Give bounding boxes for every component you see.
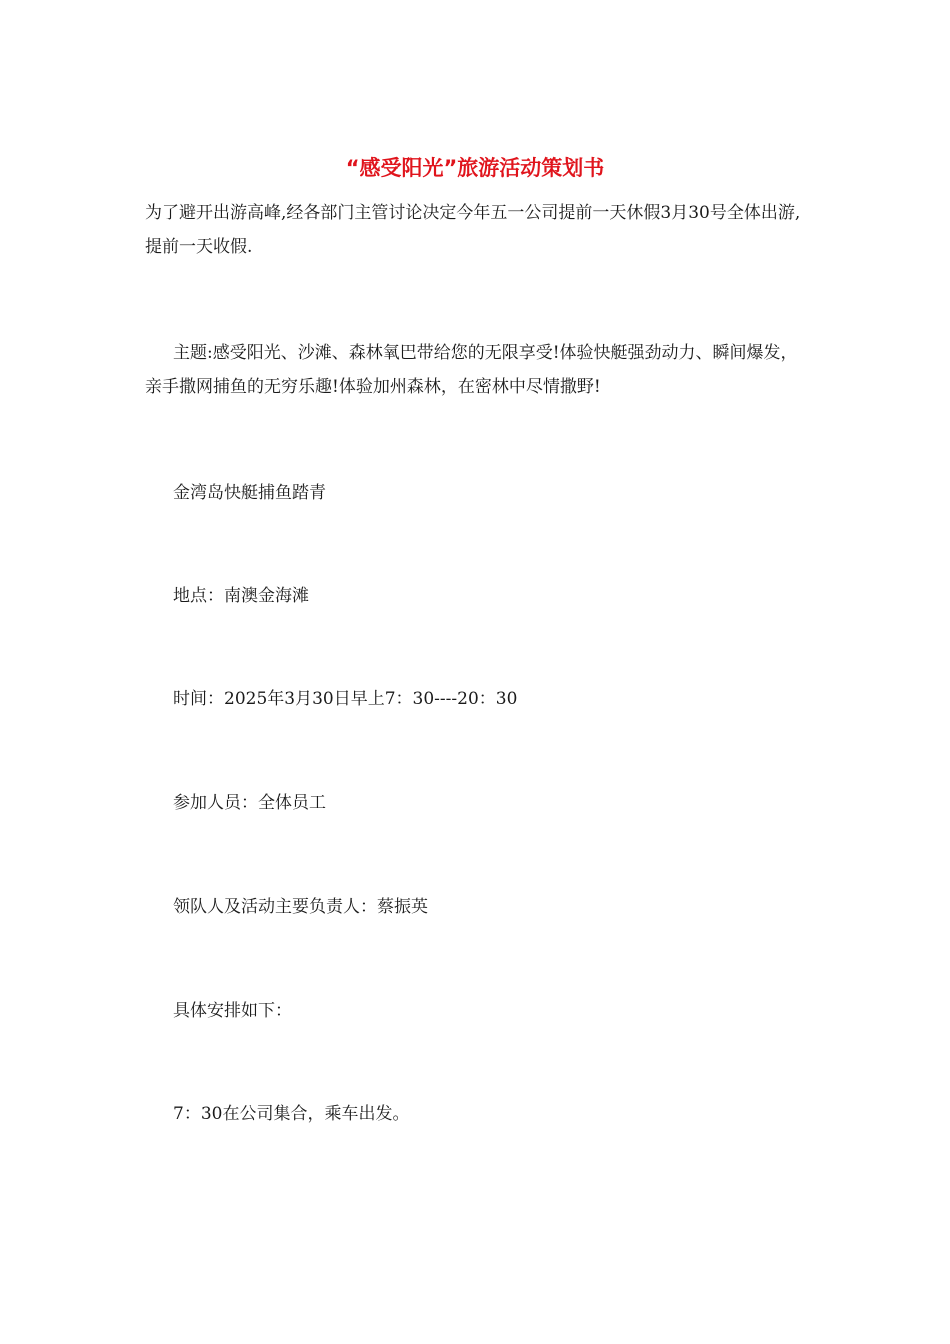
leader-line: 领队人及活动主要负责人：蔡振英 <box>173 897 428 917</box>
participants-line: 参加人员：全体员工 <box>173 793 326 813</box>
schedule-item: 7：30在公司集合，乘车出发。 <box>173 1104 410 1124</box>
document-title: “感受阳光”旅游活动策划书 <box>345 156 605 180</box>
location-line: 地点：南澳金海滩 <box>173 586 309 606</box>
time-line: 时间：2025年3月30日早上7：30----20：30 <box>173 689 518 709</box>
activity-name: 金湾岛快艇捕鱼踏青 <box>173 483 326 503</box>
intro-paragraph: 为了避开出游高峰,经各部门主管讨论决定今年五一公司提前一天休假3月30号全体出游,提前一天收假. <box>145 203 801 257</box>
schedule-heading: 具体安排如下： <box>173 1001 292 1021</box>
theme-paragraph: 主题:感受阳光、沙滩、森林氧巴带给您的无限享受!体验快艇强劲动力、瞬间爆发，亲手撒网捕鱼的无穷乐趣!体验加州森林，在密林中尽情撒野! <box>145 343 798 397</box>
